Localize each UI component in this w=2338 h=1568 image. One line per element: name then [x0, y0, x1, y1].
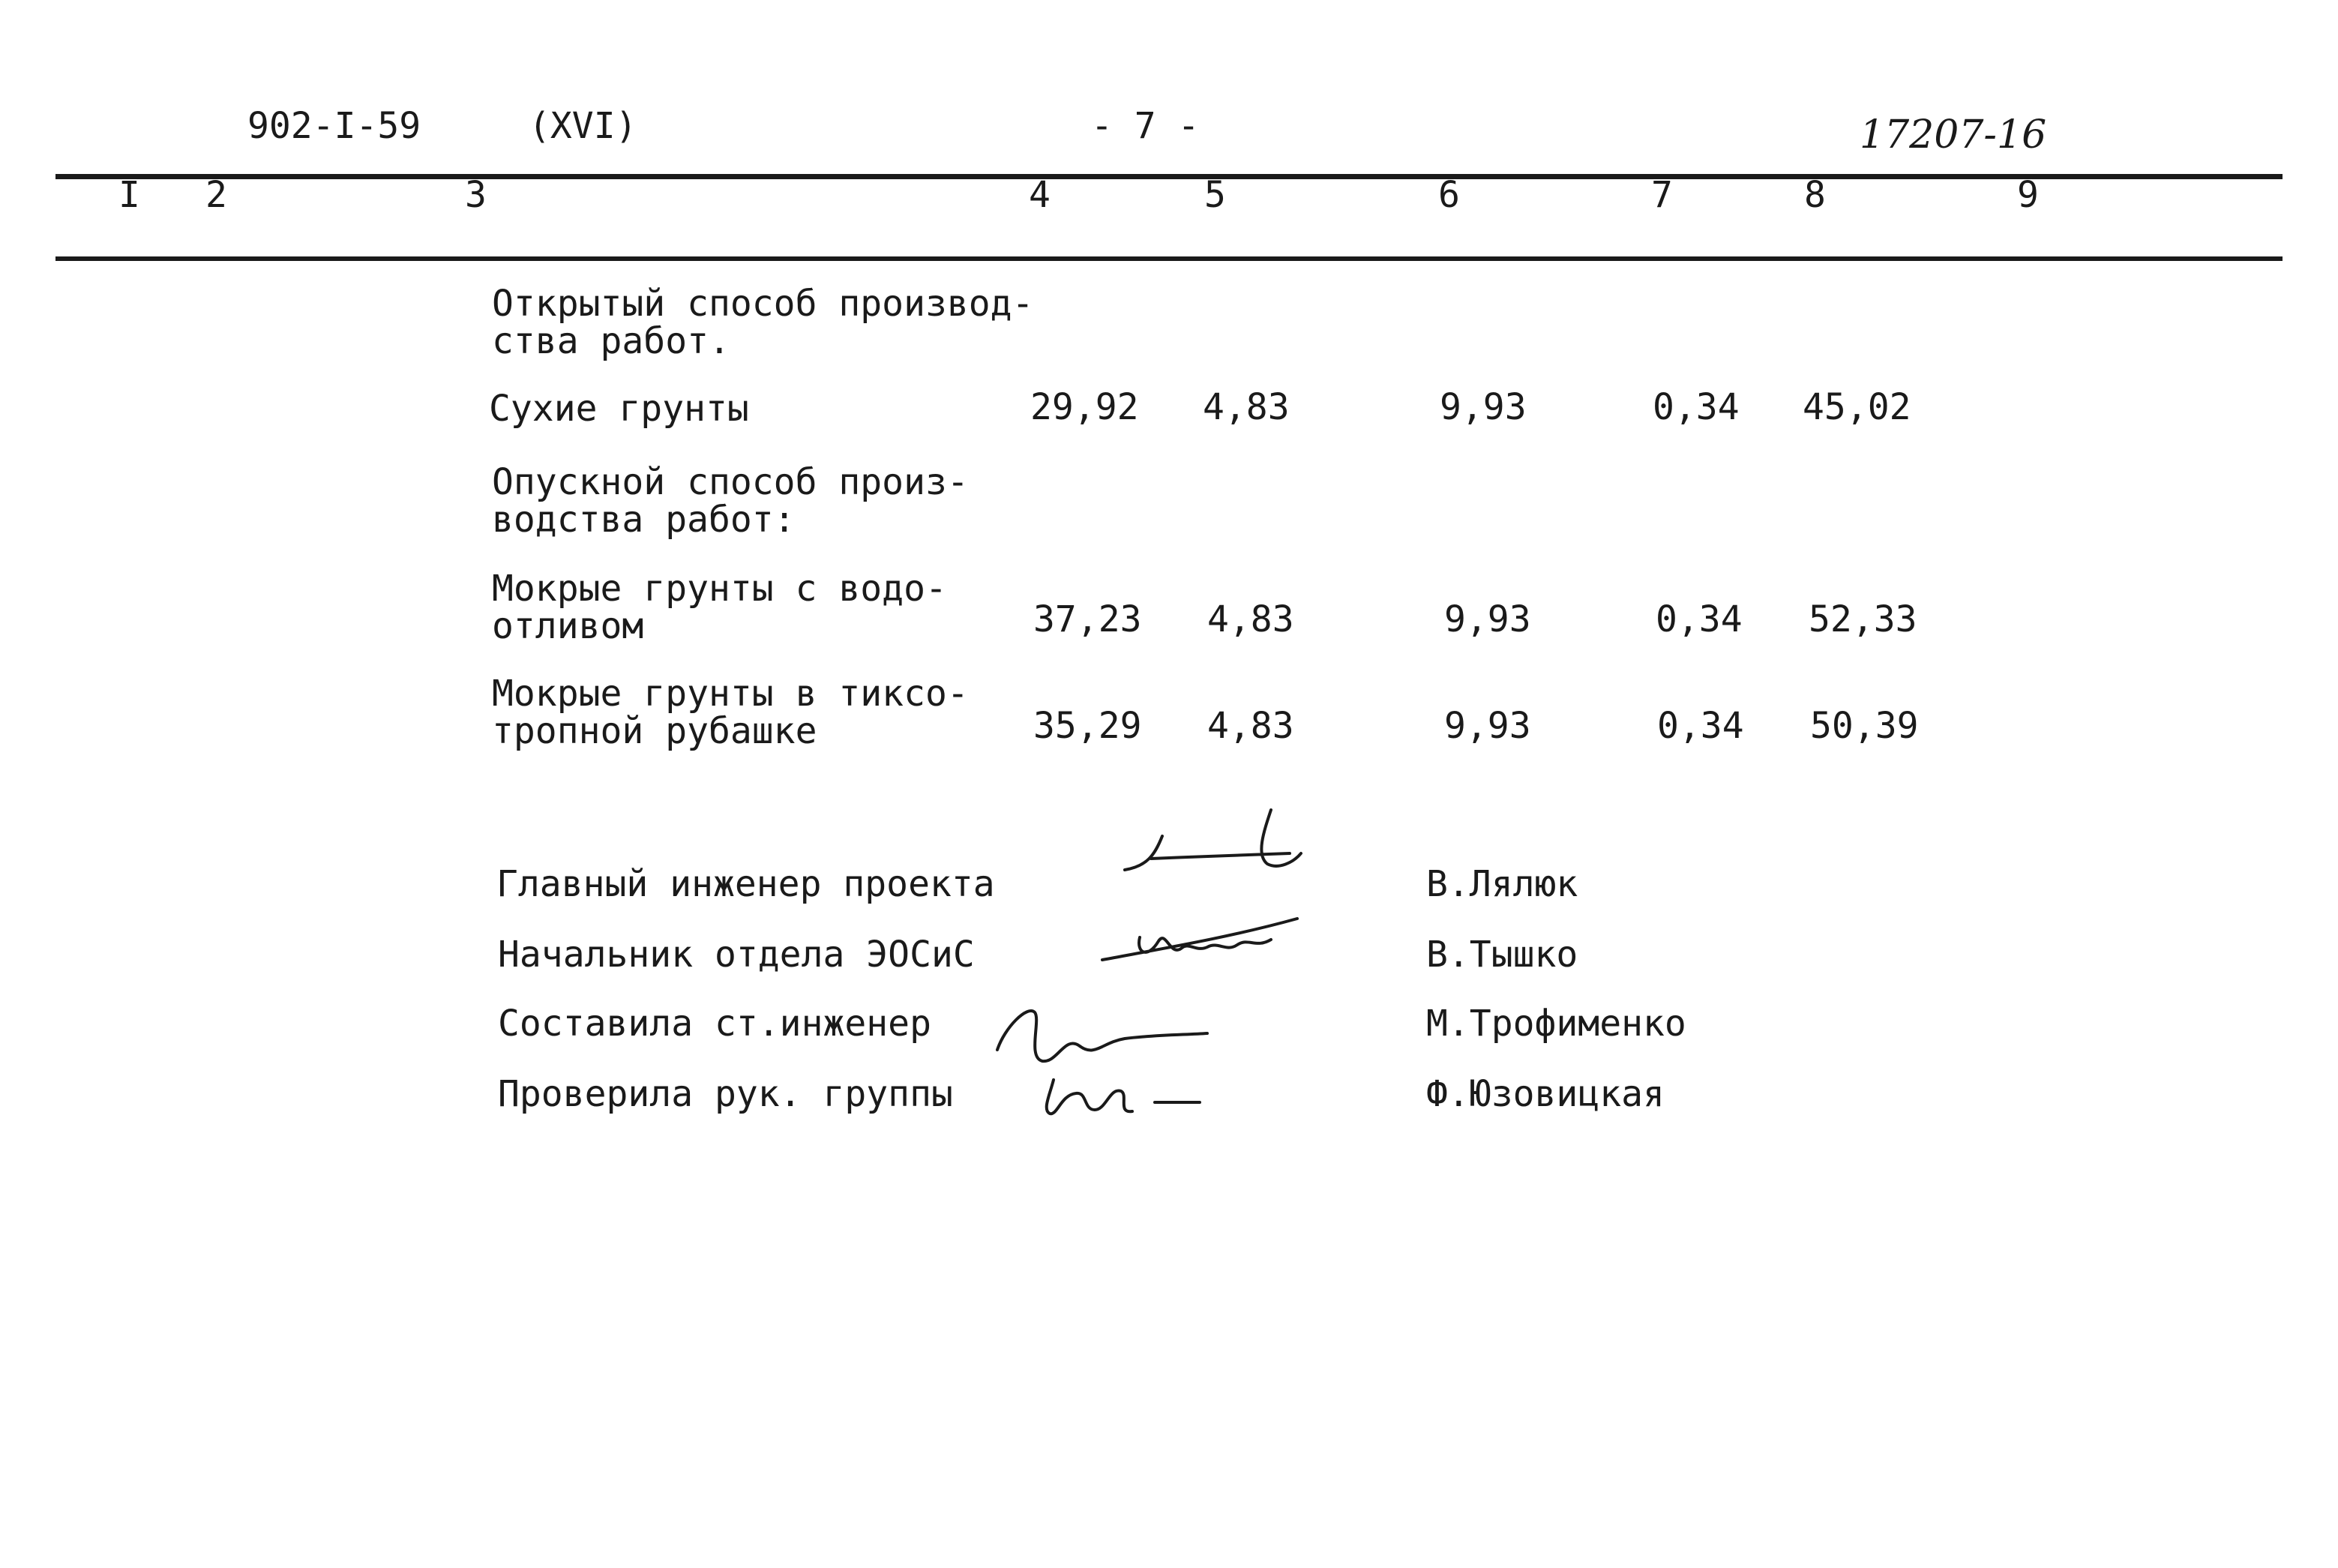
signature-name: М.Трофименко: [1426, 1003, 1686, 1045]
row-name: Опускной способ произ- водства работ:: [492, 461, 969, 541]
row-name: Сухие грунты: [489, 388, 749, 430]
signature-role: Составила ст.инженер: [498, 1003, 931, 1045]
cell-col-8: 52,33: [1809, 598, 1917, 640]
column-number-3: 3: [465, 174, 487, 216]
handwritten-signature: [1110, 795, 1335, 885]
cell-col-7: 0,34: [1656, 598, 1743, 640]
archive-number: 17207-16: [1860, 112, 2047, 157]
signature-name: В.Тышко: [1426, 934, 1578, 976]
row-name: Мокрые грунты с водо- отливом: [492, 568, 947, 647]
handwritten-signature: [1095, 896, 1305, 979]
cell-col-6: 9,93: [1444, 705, 1531, 747]
cell-col-8: 50,39: [1810, 705, 1919, 747]
document-code: 902-I-59: [247, 105, 421, 147]
cell-col-4: 37,23: [1033, 598, 1142, 640]
signature-role: Начальник отдела ЭОСиС: [498, 934, 975, 976]
signature-role: Главный инженер проекта: [496, 863, 995, 905]
column-number-2: 2: [205, 174, 227, 216]
row-name: Мокрые грунты в тиксо- тропной рубашке: [492, 673, 969, 752]
signature-name: В.Лялюк: [1426, 863, 1578, 905]
column-number-1: I: [118, 174, 140, 216]
table-header-rule: [55, 256, 2283, 261]
row-name: Открытый способ производ- ства работ.: [492, 283, 1034, 362]
cell-col-5: 4,83: [1207, 598, 1294, 640]
signature-role: Проверила рук. группы: [498, 1073, 953, 1115]
cell-col-5: 4,83: [1207, 705, 1294, 747]
column-number-8: 8: [1804, 174, 1826, 216]
cell-col-6: 9,93: [1444, 598, 1531, 640]
series-number: (XVI): [529, 105, 637, 147]
column-number-9: 9: [2017, 174, 2039, 216]
column-number-5: 5: [1204, 174, 1226, 216]
page-number: - 7 -: [1091, 105, 1200, 147]
signature-name: Ф.Юзовицкая: [1426, 1073, 1665, 1115]
table-top-rule: [55, 174, 2283, 179]
cell-col-4: 35,29: [1033, 705, 1142, 747]
column-number-6: 6: [1438, 174, 1460, 216]
handwritten-signature: [982, 990, 1222, 1132]
cell-col-5: 4,83: [1203, 386, 1290, 428]
column-number-4: 4: [1029, 174, 1051, 216]
cell-col-6: 9,93: [1440, 386, 1527, 428]
column-number-7: 7: [1651, 174, 1673, 216]
cell-col-7: 0,34: [1653, 386, 1740, 428]
cell-col-4: 29,92: [1030, 386, 1139, 428]
cell-col-8: 45,02: [1803, 386, 1911, 428]
cell-col-7: 0,34: [1657, 705, 1744, 747]
